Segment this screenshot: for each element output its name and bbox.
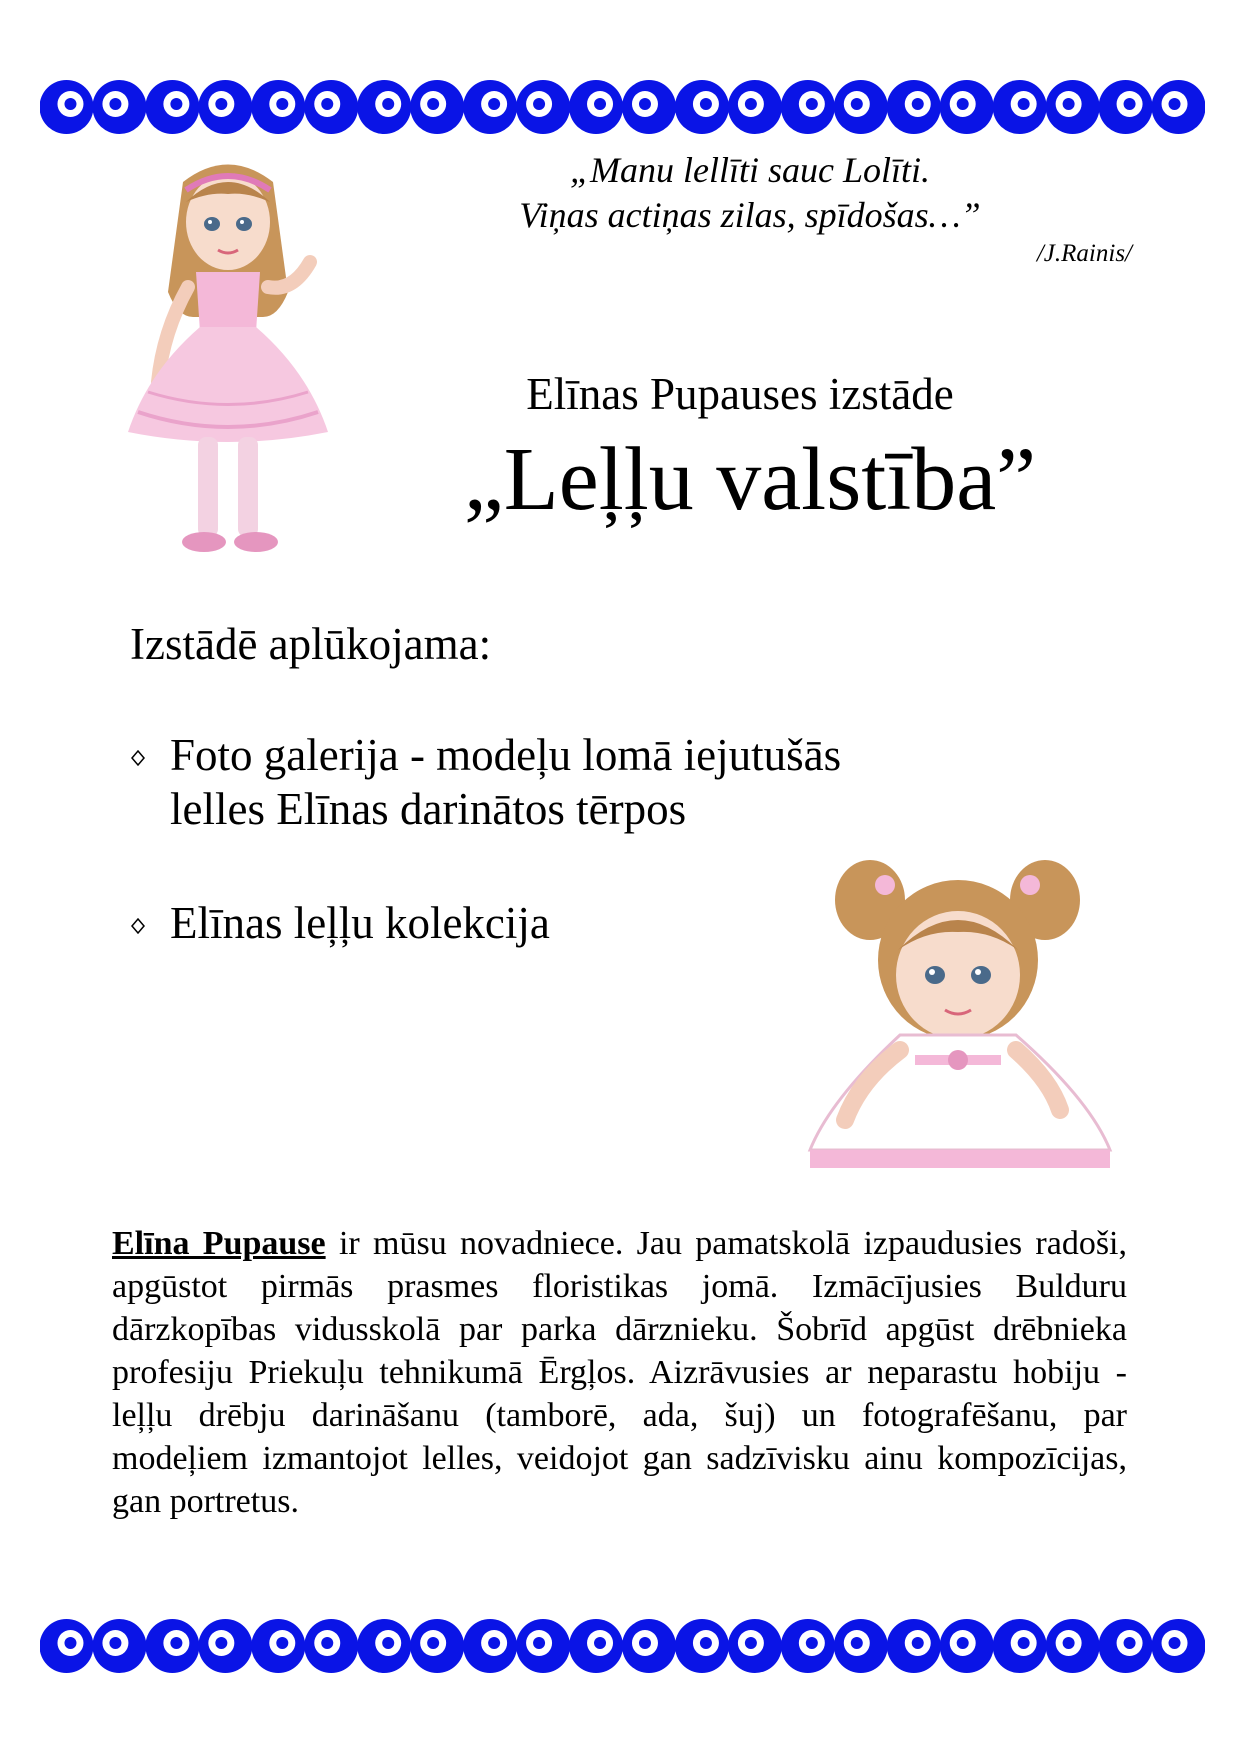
border-motif-icon xyxy=(198,1619,252,1673)
list-item xyxy=(130,728,1030,836)
border-motif-icon xyxy=(1046,1619,1100,1673)
decorative-border-bottom xyxy=(40,1613,1205,1679)
border-motif-icon xyxy=(622,80,676,134)
border-motif-icon xyxy=(251,80,305,134)
border-motif-icon xyxy=(304,1619,358,1673)
border-motif-icon xyxy=(569,80,623,134)
border-motif-icon xyxy=(198,80,252,134)
border-motif-icon xyxy=(834,80,888,134)
border-motif-icon xyxy=(463,80,517,134)
border-motif-icon xyxy=(145,1619,199,1673)
border-motif-icon xyxy=(675,1619,729,1673)
quote-line-1: „Manu lellīti sauc Lolīti. xyxy=(569,150,931,190)
border-motif-icon xyxy=(516,80,570,134)
border-motif-icon xyxy=(781,80,835,134)
section-heading: Izstādē aplūkojama: xyxy=(130,619,492,669)
bio-name: Elīna Pupause xyxy=(112,1225,326,1262)
border-motif-icon xyxy=(1046,80,1100,134)
bio-paragraph xyxy=(112,1222,1127,1523)
border-motif-icon xyxy=(92,80,146,134)
border-motif-icon xyxy=(357,80,411,134)
list-item-line-1: Foto galerija - modeļu lomā iejutušās xyxy=(170,730,842,780)
bio-text: ir mūsu novadniece. Jau pamatskolā izpaudusies radoši, apgūstot pirmās prasmes floristikas jomā. Izmācījusies Bulduru dārzkopības vidusskolā par parka dārznieku. Šobrīd apgūst drēbnieka profesiju Priekuļu tehnikumā Ērgļos. Aizrāvusies ar neparastu hobiju - leļļu drēbju darināšanu (tamborē, ada, šuj) un fotografēšanu, par modeļiem izmantojot lelles, veidojot gan sadzīvisku ainu kompozīcijas, gan portretus. xyxy=(112,1225,1127,1520)
border-motif-icon xyxy=(940,80,994,134)
border-motif-icon xyxy=(834,1619,888,1673)
quote xyxy=(380,148,1120,238)
doll-ballerina-image xyxy=(88,142,368,572)
border-motif-icon xyxy=(516,1619,570,1673)
border-motif-icon xyxy=(463,1619,517,1673)
border-motif-icon xyxy=(993,80,1047,134)
border-motif-icon xyxy=(40,1619,93,1673)
quote-author: /J.Rainis/ xyxy=(1036,240,1132,267)
border-motif-icon xyxy=(940,1619,994,1673)
border-motif-icon xyxy=(781,1619,835,1673)
border-motif-icon xyxy=(251,1619,305,1673)
border-motif-icon xyxy=(40,80,93,134)
border-motif-icon xyxy=(728,1619,782,1673)
decorative-border-top xyxy=(40,74,1205,140)
list-item-line-1: Elīnas leļļu kolekcija xyxy=(170,898,550,948)
border-motif-icon xyxy=(993,1619,1047,1673)
diamond-bullet-icon xyxy=(130,750,146,766)
border-motif-icon xyxy=(1099,1619,1153,1673)
border-motif-icon xyxy=(1152,80,1205,134)
list-item-line-2: lelles Elīnas darinātos tērpos xyxy=(170,784,687,834)
border-motif-icon xyxy=(92,1619,146,1673)
border-motif-icon xyxy=(887,80,941,134)
border-motif-icon xyxy=(675,80,729,134)
border-motif-icon xyxy=(622,1619,676,1673)
border-motif-icon xyxy=(1099,80,1153,134)
quote-line-2: Viņas actiņas zilas, spīdošas…” xyxy=(519,195,981,235)
border-motif-icon xyxy=(410,80,464,134)
border-motif-icon xyxy=(887,1619,941,1673)
border-motif-icon xyxy=(569,1619,623,1673)
border-motif-icon xyxy=(145,80,199,134)
diamond-bullet-icon xyxy=(130,918,146,934)
doll-toddler-image xyxy=(790,850,1130,1175)
border-motif-icon xyxy=(1152,1619,1205,1673)
exhibition-subtitle: Elīnas Pupauses izstāde xyxy=(526,369,954,419)
border-motif-icon xyxy=(304,80,358,134)
border-motif-icon xyxy=(410,1619,464,1673)
exhibition-title: „Leļļu valstība” xyxy=(463,430,1037,529)
border-motif-icon xyxy=(728,80,782,134)
border-motif-icon xyxy=(357,1619,411,1673)
